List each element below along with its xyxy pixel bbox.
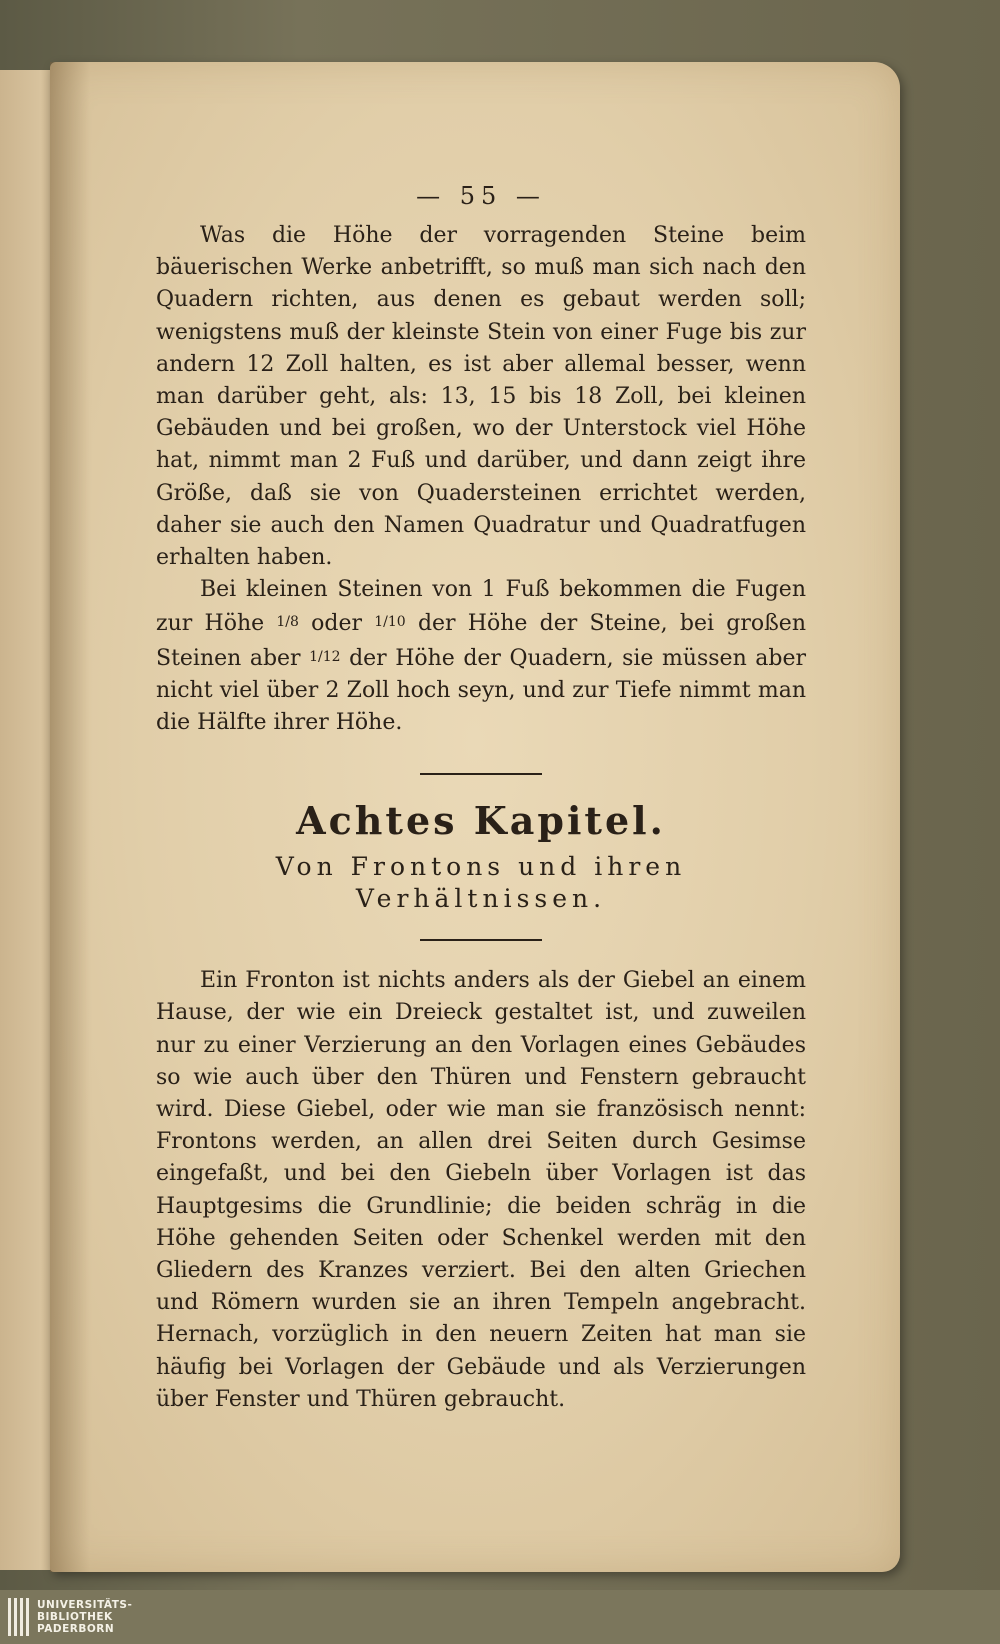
library-logo-text <box>37 1599 132 1635</box>
paragraph-joints-part1: Bei kleinen Steinen von 1 Fuß bekommen die Fugen zur Höhe <box>156 577 806 637</box>
spine-shadow <box>50 62 90 1572</box>
logo-line-2: BIBLIOTHEK <box>37 1611 113 1623</box>
section-divider-bottom <box>420 939 542 941</box>
paragraph-joints <box>156 574 806 739</box>
section-divider-top <box>420 773 542 775</box>
logo-line-1: UNIVERSITÄTS- <box>37 1599 133 1611</box>
page-number: — 55 — <box>416 182 546 210</box>
paragraph-joints-part2: oder <box>298 611 375 637</box>
paragraph-joints-part4: der Höhe der Quadern, sie müssen aber nicht viel über 2 Zoll hoch seyn, und zur Tiefe nimmt man die Hälfte ihrer Höhe. <box>156 645 806 736</box>
page-text-block <box>156 180 806 1416</box>
library-logo-icon <box>8 1598 29 1636</box>
library-logo <box>8 1596 132 1638</box>
paragraph-fronton: Ein Fronton ist nichts anders als der Giebel an einem Hause, der wie ein Dreieck gestaltet ist, und zuweilen nur zu einer Verzierung an den Vorlagen eines Gebäudes so wie auch über den Thüren und Fenstern gebraucht wird. Diese Giebel, oder wie man sie französisch nennt: Frontons werden, an allen drei Seiten durch Gesimse eingefaßt, und bei den Giebeln über Vorlagen ist das Hauptgesims die Grundlinie; die beiden schräg in die Höhe gehenden Seiten oder Schenkel werden mit den Gliedern des Kranzes verziert. Bei den alten Griechen und Römern wurden sie an ihren Tempeln angebracht. Hernach, vorzüglich in den neuern Zeiten hat man sie häufig bei Vorlagen der Gebäude und als Verzierungen über Fenster und Thüren gebraucht. <box>156 968 806 1412</box>
fraction-one-tenth: 1/10 <box>374 614 406 631</box>
chapter-subtitle: Von Frontons und ihren Verhältnissen. <box>275 852 687 914</box>
fraction-one-twelfth: 1/12 <box>309 648 341 665</box>
footer-bar <box>0 1590 1000 1644</box>
paragraph-stone-height: Was die Höhe der vorragenden Steine beim bäuerischen Werke anbetrifft, so muß man sich nach den Quadern richten, aus denen es gebaut werden soll; wenigstens muß der kleinste Stein von einer Fuge bis zur andern 12 Zoll halten, es ist aber allemal besser, wenn man darüber geht, als: 13, 15 bis 18 Zoll, bei kleinen Gebäuden und bei großen, wo der Unterstock viel Höhe hat, nimmt man 2 Fuß und darüber, und dann zeigt ihre Größe, daß sie von Quadersteinen errichtet werden, daher sie auch den Namen Quadratur und Quadratfugen erhalten haben. <box>156 223 806 571</box>
paragraph-joints-part3: der Höhe der Steine, bei großen Steinen aber <box>156 611 806 671</box>
chapter-title: Achtes Kapitel. <box>296 798 666 844</box>
fraction-one-eighth: 1/8 <box>276 614 299 631</box>
logo-line-3: PADERBORN <box>37 1623 115 1635</box>
